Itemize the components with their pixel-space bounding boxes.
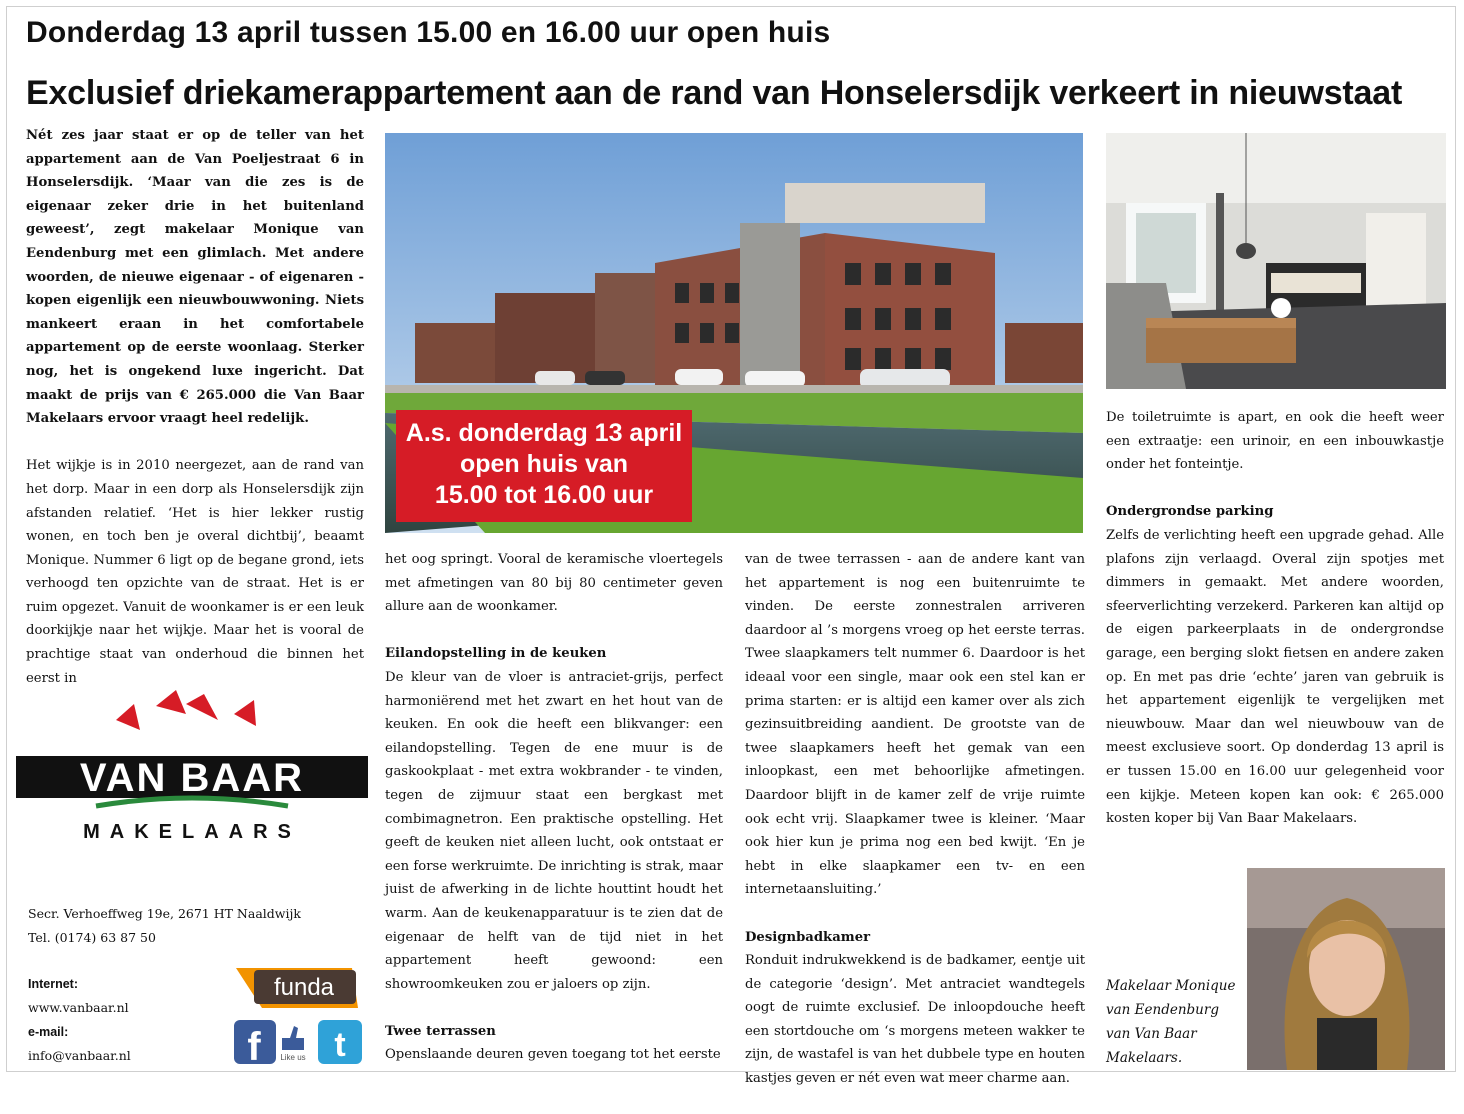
subheading-bathroom: Designbadkamer <box>745 929 871 945</box>
subheading-terraces: Twee terrassen <box>385 1023 496 1039</box>
paragraph: Ronduit indrukwekkend is de badkamer, eentje uit de categorie ‘design’. Met antraciet wandtegels oogt de ruimte exclusief. De inloopdouche heeft een stortdouche om ‘s morgens meteen wakker te zijn, de wastafel is van het dubbele type en houten kastjes geven er nét even wat meer charme aan. <box>745 953 1085 1087</box>
social-icons <box>232 1016 366 1068</box>
paragraph: De kleur van de vloer is antraciet-grijs, perfect harmoniërend met het zwart en het hout van de keuken. En ook die heeft een blikvanger: een eilandopstelling. Tegen de ene muur is de gaskookplaat - met extra wokbrander - te vinden, tegen de zijmuur staat een bergkast met combimagnetron. Een praktische opstelling. Het geeft de keuken niet alleen lucht, ook ontstaat er een forse werkruimte. De inrichting is strak, maar juist de afwerking in de lichte houttint houdt het warm. Aan de keukenapparatuur is te zien dat de eigenaar de helft van de tijd niet in het appartement heeft gewoond: een showroomkeuken zou er jaloers op zijn. <box>385 669 723 992</box>
like-icon <box>280 1026 305 1062</box>
paragraph: van de twee terrassen - aan de andere kant van het appartement is nog een buitenruimte te vinden. De eerste zonnestralen arriveren daardoor al ’s morgens vroeg op het eerste terras. Twee slaapkamers telt nummer 6. Daardoor is het ideaal voor een single, maar ook een stel kan er prima starten: er is altijd een kamer over als zich gezinsuitbreiding aandient. De grootste van de twee slaapkamers heeft het gemak van een inloopkast, een met behoorlijke afmetingen. Daardoor blijft in de kamer zelf de vrije ruimte ook echt vrij. Slaapkamer twee is kleiner. ‘Maar ook hier kun je prima nog een bed kwijt. ‘En je hebt in elke slaapkamer een tv- en een internetaansluiting.’ <box>745 552 1085 898</box>
badge-line-2: open huis van <box>459 450 629 478</box>
column-3 <box>745 548 1085 1114</box>
paragraph: Openslaande deuren geven toegang tot het eerste <box>385 1047 721 1063</box>
website-link[interactable]: www.vanbaar.nl <box>28 1000 129 1015</box>
paragraph: De toiletruimte is apart, en ook die heeft weer een extraatje: een urinoir, en een inbouwkastje onder het fonteintje. <box>1106 410 1444 473</box>
paragraph: Zelfs de verlichting heeft een upgrade gehad. Alle plafons zijn verlaagd. Overal zijn spotjes met dimmers in gemaakt. Met andere woorden, sfeerverlichting verzekerd. Parkeren kan altijd op de eigen parkeerplaats in de ondergrondse garage, een berging slokt fietsen en andere zaken op. En met pas drie ‘echte’ jaren van gebruik is het appartement eigenlijk te vergelijken met nieuwbouw. Maar dan wel nieuwbouw van de meest exclusieve soort. Op donderdag 13 april is er tussen 15.00 en 16.00 uur gelegenheid voor een kijkje. Meteen kopen kan ook: € 265.000 kosten koper bij Van Baar Makelaars. <box>1106 527 1444 827</box>
logo-name: VAN BAAR <box>79 756 305 800</box>
paragraph: Het wijkje is in 2010 neergezet, aan de rand van het dorp. Maar in een dorp als Honselersdijk zijn afstanden relatief. ‘Het is hier lekker rustig wonen, en toch ben je overal dichtbij’, beaamt Monique. Nummer 6 ligt op de begane grond, iets verhoogd ten opzichte van de straat. Het is er ruim opgezet. Vanuit de woonkamer is er een leuk doorkijkje naar het wijkje. Maar het is vooral de prachtige staat van onderhoud die binnen het eerst in <box>26 458 364 686</box>
svg-text:f: f <box>247 1025 261 1068</box>
funda-label: funda <box>273 974 335 1001</box>
email-label <box>28 1020 68 1044</box>
badge-line-1: A.s. donderdag 13 april <box>405 419 683 447</box>
agent-caption: Makelaar Monique van Eendenburg van Van Baar Makelaars. <box>1106 978 1236 1066</box>
column-4 <box>1106 406 1444 854</box>
van-baar-logo <box>16 690 368 850</box>
logo-sub: MAKELAARS <box>83 821 301 843</box>
open-house-badge <box>396 410 692 522</box>
living-room-photo <box>1106 133 1446 389</box>
lead-paragraph: Nét zes jaar staat er op de teller van het appartement aan de Van Poeljestraat 6 in Honselersdijk. ‘Maar van die zes is de eigenaar zeker drie in het buitenland geweest’, zegt makelaar Monique van Eendenburg met een glimlach. Met andere woorden, de nieuwe eigenaar - of eigenaren - kopen eigenlijk een nieuwbouwwoning. Niets mankeert eraan in het comfortabele appartement op de eerste woonlaag. Sterker nog, het is ongekend luxe ingericht. Dat maakt de prijs van € 265.000 die Van Baar Makelaars ervoor vraagt heel redelijk. <box>26 128 364 427</box>
email-label-text: e-mail: <box>28 1025 69 1039</box>
headline: Exclusief driekamerappartement aan de rand van Honselersdijk verkeert in nieuwstaat <box>26 74 1403 112</box>
svg-text:t: t <box>334 1026 346 1064</box>
subheading-parking: Ondergrondse parking <box>1106 504 1274 520</box>
address: Secr. Verhoeffweg 19e, 2671 HT Naaldwijk <box>28 906 301 921</box>
email-link[interactable]: info@vanbaar.nl <box>28 1048 131 1063</box>
column-2 <box>385 548 723 1091</box>
subheading-kitchen: Eilandopstelling in de keuken <box>385 646 607 662</box>
like-label: Like us <box>280 1053 306 1062</box>
badge-line-3: 15.00 tot 16.00 uur <box>434 481 654 509</box>
facebook-icon <box>234 1020 276 1068</box>
twitter-icon <box>318 1020 362 1064</box>
kicker: Donderdag 13 april tussen 15.00 en 16.00 uur open huis <box>26 16 831 49</box>
agent-portrait-photo <box>1247 868 1445 1070</box>
internet-label-text: Internet: <box>28 977 78 991</box>
logo-triangles-icon <box>116 690 256 730</box>
paragraph: het oog springt. Vooral de keramische vloertegels met afmetingen van 80 bij 80 centimeter geven allure aan de woonkamer. <box>385 552 723 615</box>
phone: Tel. (0174) 63 87 50 <box>28 930 156 945</box>
internet-label <box>28 972 78 996</box>
funda-logo[interactable] <box>232 964 362 1012</box>
column-1 <box>26 124 364 714</box>
